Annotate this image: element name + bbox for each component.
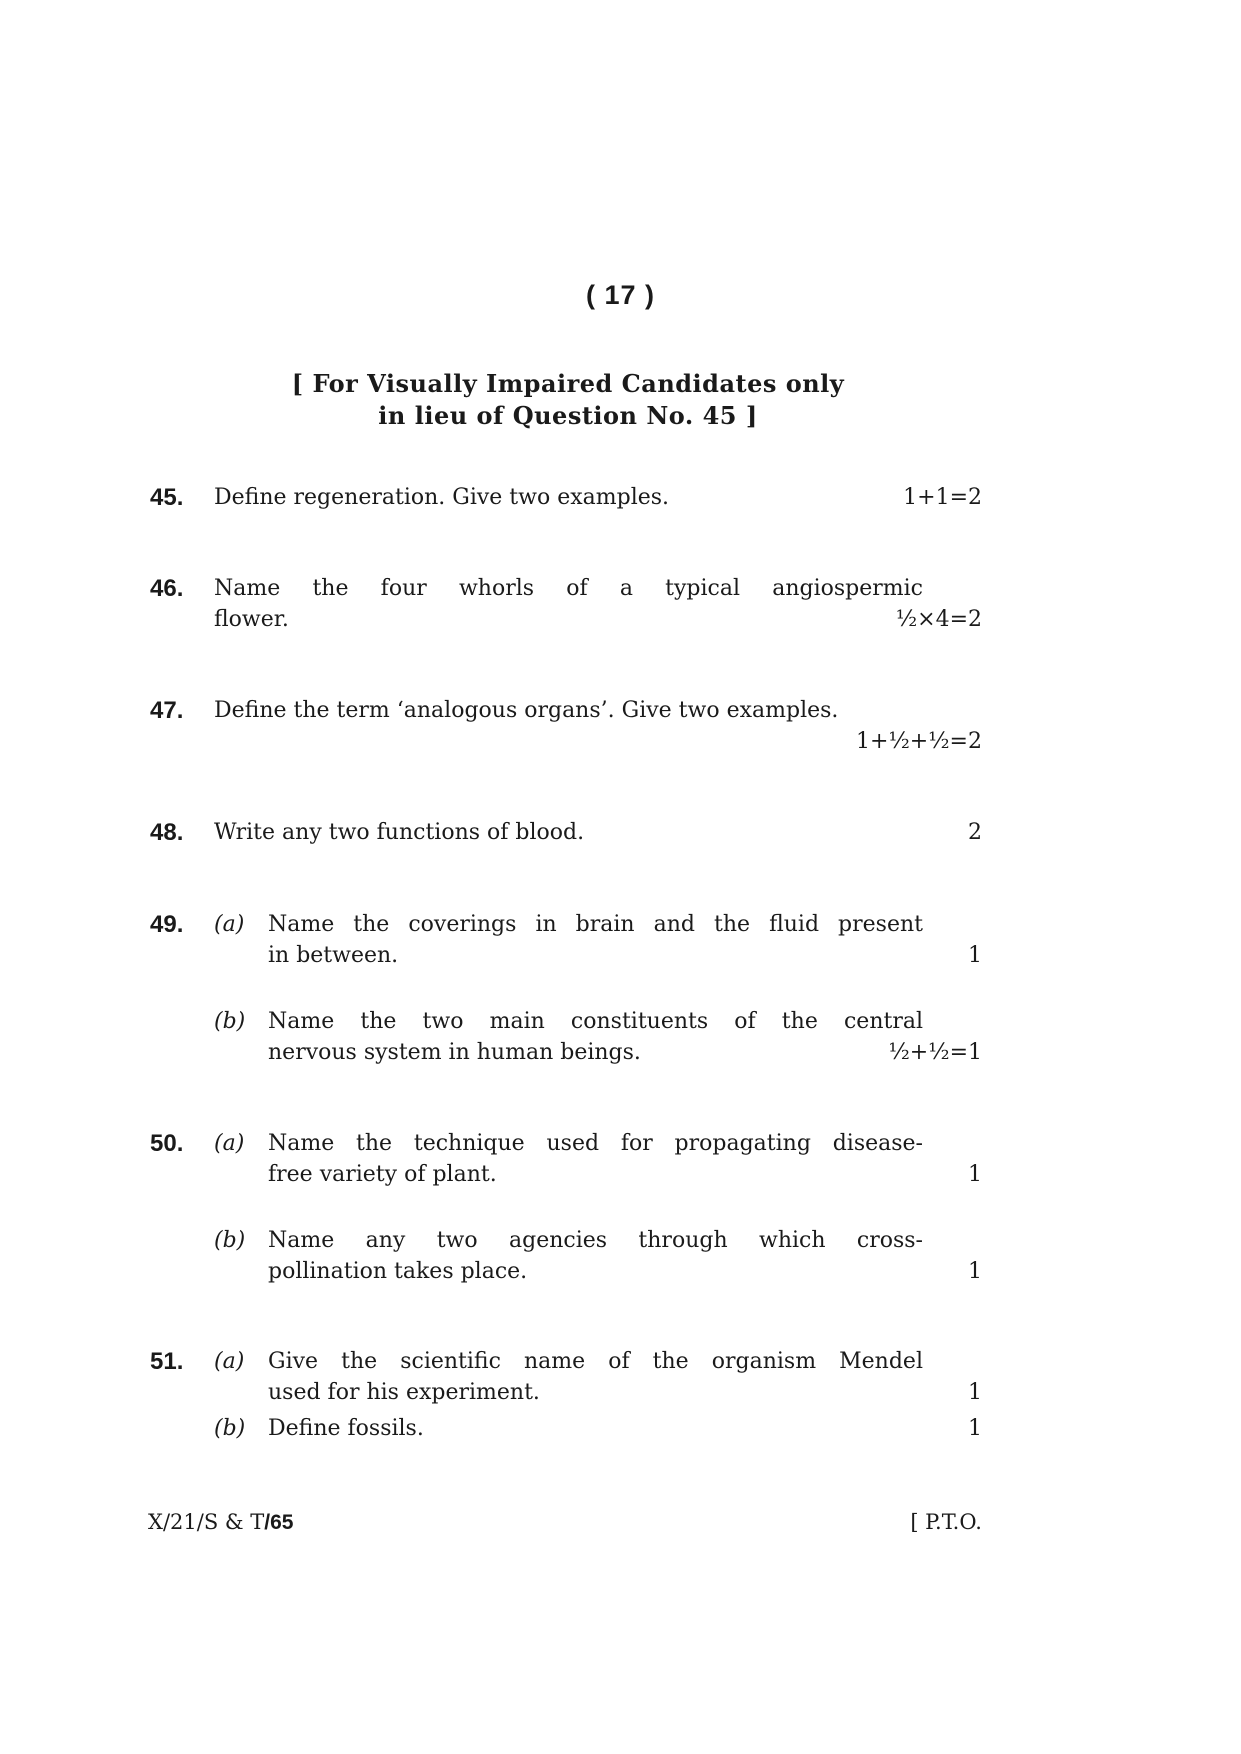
question-47 <box>150 695 982 757</box>
marks: ½+½=1 <box>888 1040 982 1065</box>
part-label: (b) <box>214 1416 246 1441</box>
heading-line-1: [ For Visually Impaired Candidates only <box>291 369 845 398</box>
heading-line-2: in lieu of Question No. 45 ] <box>378 401 758 430</box>
part-text-line-2: nervous system in human beings. <box>268 1040 641 1065</box>
question-number: 46. <box>150 575 184 602</box>
part-label: (a) <box>214 1349 245 1374</box>
part-a <box>150 1128 982 1190</box>
question-text-line-1: Name the four whorls of a typical angiospermic <box>214 576 923 601</box>
part-label: (b) <box>214 1228 246 1253</box>
pto-label: [ P.T.O. <box>910 1510 982 1534</box>
marks: 1 <box>968 1416 982 1441</box>
question-text: Write any two functions of blood. <box>214 820 585 845</box>
question-number: 45. <box>150 484 184 511</box>
part-text-line-2: free variety of plant. <box>268 1162 497 1187</box>
paper-code <box>148 1510 293 1535</box>
question-text: Define regeneration. Give two examples. <box>214 485 670 510</box>
question-50 <box>150 1128 982 1287</box>
question-number: 49. <box>150 911 184 938</box>
marks: 1+1=2 <box>903 485 982 510</box>
question-text: Define the term ‘analogous organs’. Give two examples. <box>214 698 839 723</box>
part-text-line-2: pollination takes place. <box>268 1259 528 1284</box>
marks: 1 <box>968 1380 982 1405</box>
paper-code-number: /65 <box>264 1511 294 1534</box>
marks: 1 <box>968 1259 982 1284</box>
part-b <box>150 1225 982 1287</box>
question-number: 51. <box>150 1348 184 1375</box>
marks: 1+½+½=2 <box>856 729 982 754</box>
marks: ½×4=2 <box>895 607 982 632</box>
part-label: (b) <box>214 1009 246 1034</box>
part-text-line-1: Name the coverings in brain and the fluid present <box>268 912 923 937</box>
part-text: Define fossils. <box>268 1416 424 1441</box>
part-a <box>150 909 982 971</box>
question-number: 50. <box>150 1130 184 1157</box>
question-48 <box>150 817 982 848</box>
question-text-line-2: flower. <box>214 607 289 632</box>
question-number: 47. <box>150 697 184 724</box>
page-number: ( 17 ) <box>585 280 656 310</box>
part-b <box>150 1006 982 1068</box>
part-label: (a) <box>214 1131 245 1156</box>
marks: 1 <box>968 1162 982 1187</box>
marks: 1 <box>968 943 982 968</box>
part-text-line-2: in between. <box>268 943 399 968</box>
part-label: (a) <box>214 912 245 937</box>
marks: 2 <box>968 820 982 845</box>
question-45 <box>150 482 982 513</box>
part-text-line-2: used for his experiment. <box>268 1380 540 1405</box>
part-text-line-1: Name any two agencies through which cross- <box>268 1228 923 1253</box>
part-a <box>150 1346 982 1408</box>
question-number: 48. <box>150 819 184 846</box>
part-text-line-1: Name the two main constituents of the central <box>268 1009 923 1034</box>
question-49 <box>150 909 982 1068</box>
part-text-line-1: Name the technique used for propagating disease- <box>268 1131 923 1156</box>
paper-code-prefix: X/21/S & T <box>148 1510 265 1534</box>
question-46 <box>150 573 982 635</box>
section-heading <box>0 368 1136 432</box>
part-b <box>150 1413 982 1444</box>
part-text-line-1: Give the scientific name of the organism Mendel <box>268 1349 923 1374</box>
question-51 <box>150 1346 982 1444</box>
